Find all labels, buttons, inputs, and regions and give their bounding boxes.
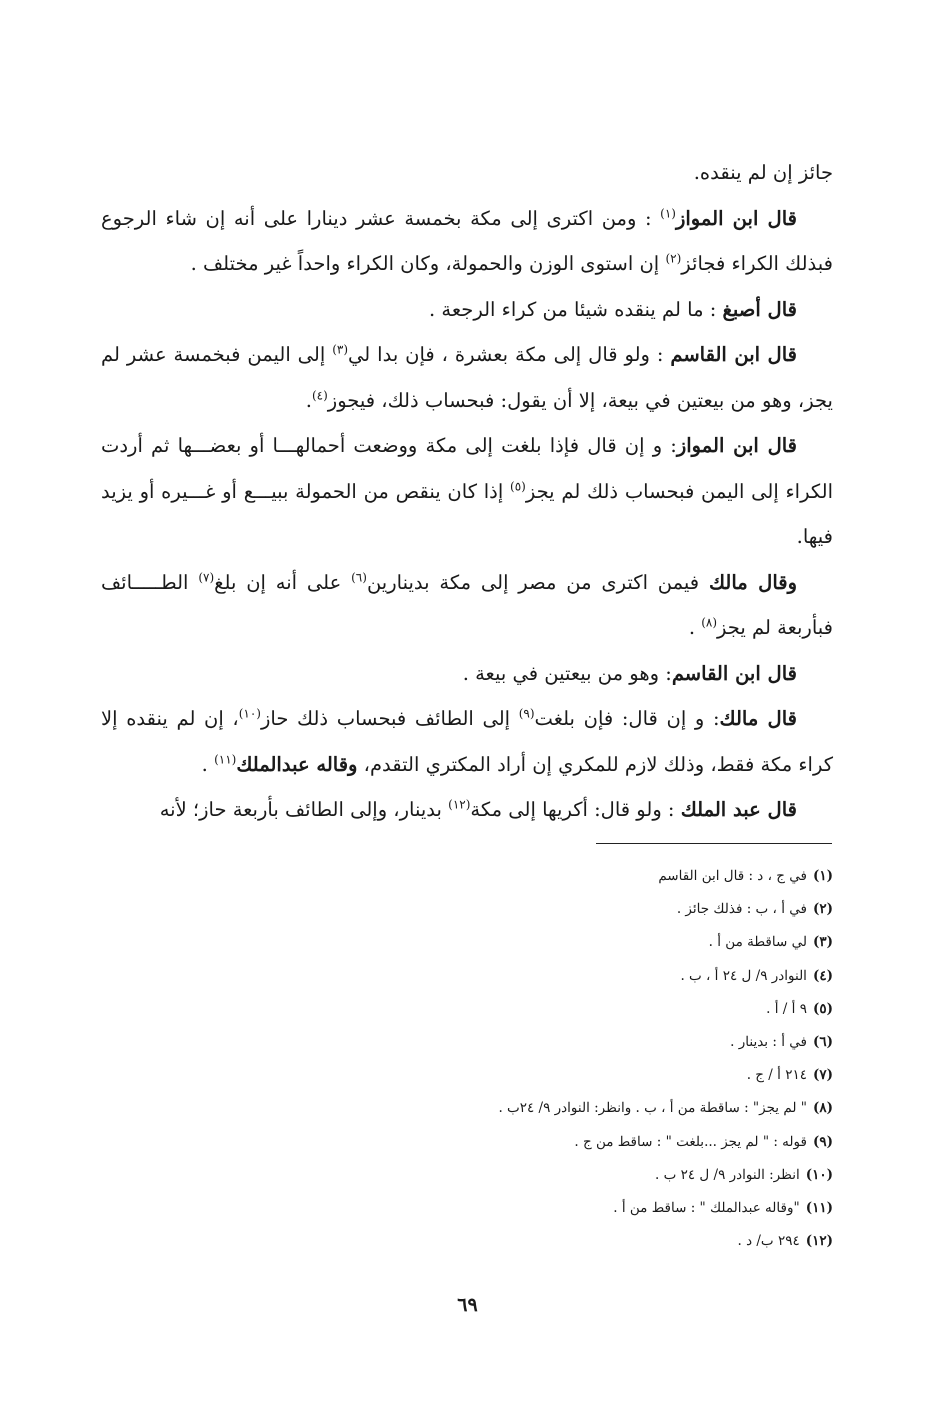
text-segment: إلى اليمن فبخمسة عشر لم يجز، وهو من بيعتين في بيعة، إلا أن يقول: فبحساب ذلك، فيجوز [101, 343, 833, 412]
speaker-name: قال ابن المواز [675, 206, 797, 230]
footnote-number: (٥) [812, 1000, 833, 1017]
footnote-reference: (٥) [510, 479, 526, 493]
text-segment: : ما لم ينقده شيئا من كراء الرجعة . [429, 297, 723, 321]
footnote-number: (١٢) [805, 1233, 833, 1250]
speaker-name: وقال مالك [708, 570, 797, 594]
main-text [101, 150, 833, 833]
footnote-reference: (٨) [701, 615, 718, 630]
footnote-text: "وقاله عبدالملك " : ساقط من أ . [613, 1200, 800, 1217]
footnote-reference: (٩) [518, 706, 535, 721]
speaker-name: قال مالك [719, 707, 797, 730]
footnote-reference: (١١) [214, 752, 237, 766]
footnote-item [333, 1225, 833, 1258]
footnote-item [333, 860, 833, 893]
footnote-reference: (٦) [351, 570, 367, 584]
text-segment: : ولو قال إلى مكة بعشرة ، فإن بدا لي [348, 343, 671, 366]
text-segment: ، إن لم ينقده إلا كراء مكة فقط، وذلك لازم للمكري إن أراد المكتري التقدم، [101, 707, 833, 776]
speaker-name: قال ابن القاسم [670, 343, 797, 366]
paragraph [101, 651, 833, 697]
paragraph [101, 196, 833, 287]
footnote-item [333, 893, 833, 926]
footnote-number: (٩) [812, 1133, 833, 1150]
speaker-name: قال ابن المواز [676, 434, 797, 457]
footnote-number: (٨) [812, 1100, 833, 1117]
footnote-item [333, 926, 833, 959]
footnote-number: (٣) [812, 934, 833, 951]
footnote-item [333, 1092, 833, 1125]
footnote-text: في أ : بدينار . [730, 1034, 807, 1051]
footnote-number: (٦) [812, 1034, 833, 1051]
footnote-item [333, 1059, 833, 1092]
footnote-number: (٤) [812, 967, 833, 984]
footnote-text: ٩ أ / أ . [766, 1000, 807, 1017]
text-segment: : ولو قال: أكريها إلى مكة [470, 798, 681, 821]
footnote-text: " لم يجز" : ساقطة من أ ، ب . وانظر: النوادر ٩/ ٢٤ب . [498, 1100, 807, 1117]
page-number: ٦٩ [457, 1294, 478, 1316]
paragraph [101, 696, 833, 787]
footnote-reference: (١) [660, 206, 676, 220]
text-segment: : ومن اكترى إلى مكة بخمسة عشر دينارا على أنه إن شاء الرجوع فبذلك الكراء فجائز [101, 206, 833, 275]
footnote-item [333, 960, 833, 993]
footnote-item [333, 1159, 833, 1192]
footnote-separator [596, 843, 832, 844]
text-segment: إلى الطائف فبحساب ذلك حاز [260, 707, 519, 730]
footnote-reference: (٧) [198, 570, 215, 584]
footnote-text: لي ساقطة من أ . [708, 934, 807, 951]
footnote-text: قوله : " لم يجز ...بلغت " : ساقط من ج . [574, 1133, 807, 1150]
text-segment: : و إن قال: فإن بلغت [534, 707, 720, 730]
footnote-text: في ج ، د : قال ابن القاسم [658, 868, 807, 884]
text-segment: : و إن قال فإذا بلغت إلى مكة ووضعت أحمالهـــا أو بعضـــها ثم أردت الكراء إلى اليمن فبحساب ذلك لم يجز [101, 434, 833, 503]
footnote-text: في أ ، ب : فذلك جائز . [676, 901, 807, 918]
footnote-reference: (١٢) [448, 797, 471, 812]
paragraph [101, 332, 833, 423]
paragraph [101, 560, 833, 651]
footnote-item [333, 993, 833, 1026]
footnote-number: (١١) [805, 1200, 833, 1217]
text-segment: فيمن اكترى من مصر إلى مكة بدينارين [366, 570, 709, 594]
text-segment: إذا كان ينقص من الحمولة ببيـــع أو غـــيره أو يزيد فيها. [101, 479, 833, 548]
footnote-reference: (٢) [665, 251, 682, 266]
footnote-item [333, 1126, 833, 1159]
speaker-name: وقاله عبدالملك [236, 752, 358, 776]
paragraph [101, 787, 833, 833]
speaker-name: قال أصبغ [722, 297, 797, 321]
text-segment: . [201, 752, 215, 776]
footnote-item [333, 1192, 833, 1225]
text-segment: إن استوى الوزن والحمولة، وكان الكراء واحداً غير مختلف . [190, 252, 666, 275]
footnote-text: ٢٩٤ ب/ د . [737, 1233, 800, 1250]
footnote-number: (١) [812, 868, 833, 884]
text-segment: . [688, 616, 702, 639]
footnote-number: (٧) [812, 1067, 833, 1084]
footnote-text: النوادر ٩/ ل ٢٤ أ ، ب . [680, 967, 807, 984]
paragraph [101, 150, 833, 196]
footnote-text: ٢١٤ أ / ج . [746, 1067, 807, 1084]
text-segment: بدينار، وإلى الطائف بأربعة حاز؛ لأنه [159, 798, 449, 821]
speaker-name: قال ابن القاسم [671, 661, 797, 685]
footnote-item [333, 1026, 833, 1059]
footnote-number: (١٠) [805, 1166, 833, 1183]
footnote-reference: (٤) [311, 388, 328, 402]
paragraph [101, 423, 833, 560]
text-segment: : وهو من بيعتين في بيعة . [462, 661, 672, 685]
paragraph [101, 287, 833, 333]
footnotes-list [333, 860, 833, 1258]
text-segment: الطـــــائف فبأربعة لم يجز [101, 570, 833, 639]
text-segment: . [305, 388, 312, 412]
text-segment: جائز إن لم ينقده. [693, 161, 833, 184]
footnote-reference: (١٠) [238, 706, 261, 721]
text-segment: على أنه إن بلغ [214, 570, 352, 594]
speaker-name: قال عبد الملك [680, 798, 797, 821]
footnote-reference: (٣) [332, 342, 349, 357]
footnote-text: انظر: النوادر ٩/ ل ٢٤ ب . [655, 1166, 800, 1183]
footnote-number: (٢) [812, 901, 833, 918]
